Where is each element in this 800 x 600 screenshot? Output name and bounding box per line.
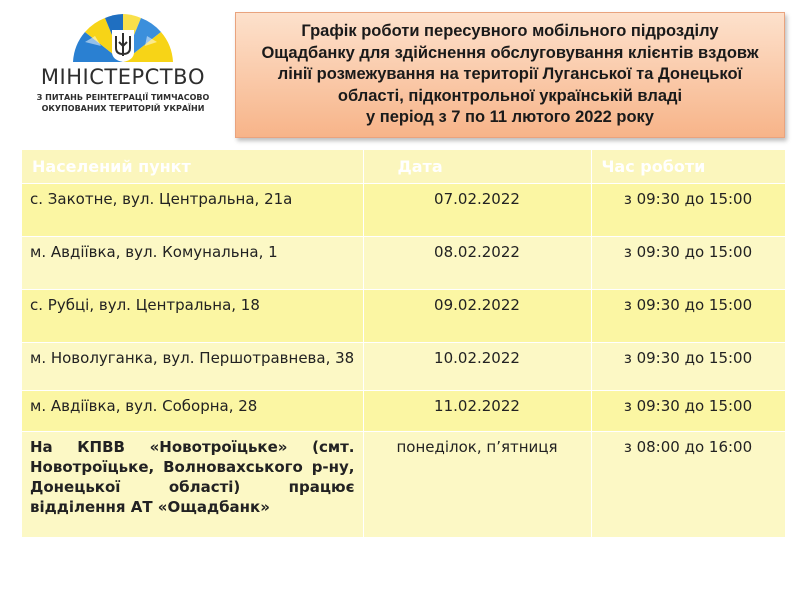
cell-date: 09.02.2022 (363, 290, 591, 343)
table-row (22, 237, 785, 290)
title-line-1: Графік роботи пересувного мобільного підрозділу (301, 22, 719, 41)
ministry-subtitle-line1: З ПИТАНЬ РЕІНТЕГРАЦІЇ ТИМЧАСОВО (36, 93, 210, 102)
header-time: Час роботи (591, 150, 785, 184)
schedule-table (22, 150, 786, 537)
cell-date: понеділок, п’ятниця (363, 432, 591, 537)
ministry-subtitle-line2: ОКУПОВАНИХ ТЕРИТОРІЙ УКРАЇНИ (41, 104, 205, 113)
cell-time: з 09:30 до 15:00 (591, 290, 785, 343)
ministry-subtitle (33, 92, 213, 114)
ministry-logo (33, 12, 213, 112)
title-line-2: Ощадбанку для здійснення обслуговування клієнтів вздовж (261, 43, 759, 62)
table-row (22, 184, 785, 237)
ministry-title: МІНІСТЕРСТВО (40, 65, 206, 89)
cell-time: з 09:30 до 15:00 (591, 343, 785, 391)
cell-date: 10.02.2022 (363, 343, 591, 391)
header-date: Дата (363, 150, 591, 184)
table-row (22, 343, 785, 391)
header-place: Населений пункт (22, 150, 363, 184)
cell-date: 11.02.2022 (363, 391, 591, 432)
cell-place: м. Авдіївка, вул. Соборна, 28 (22, 391, 363, 432)
table-row (22, 432, 785, 537)
cell-place: На КПВВ «Новотроїцьке» (смт. Новотроїцьке, Волновахського р-ну, Донецької області) працює відділення АТ «Ощадбанк» (22, 432, 363, 537)
cell-place: с. Закотне, вул. Центральна, 21а (22, 184, 363, 237)
cell-place: с. Рубці, вул. Центральна, 18 (22, 290, 363, 343)
cell-place: м. Авдіївка, вул. Комунальна, 1 (22, 237, 363, 290)
title-line-3: лінії розмежування на території Луганської та Донецької (277, 65, 743, 84)
cell-time: з 08:00 до 16:00 (591, 432, 785, 537)
table-row (22, 290, 785, 343)
schedule-title-box (235, 12, 785, 138)
cell-date: 07.02.2022 (363, 184, 591, 237)
trident-emblem-icon (65, 12, 181, 64)
table-row (22, 391, 785, 432)
table-header-row (22, 150, 785, 184)
title-line-5: у період з 7 по 11 лютого 2022 року (365, 108, 654, 127)
cell-time: з 09:30 до 15:00 (591, 391, 785, 432)
title-line-4: області, підконтрольної українській владі (337, 86, 683, 105)
cell-place: м. Новолуганка, вул. Першотравнева, 38 (22, 343, 363, 391)
cell-time: з 09:30 до 15:00 (591, 184, 785, 237)
cell-time: з 09:30 до 15:00 (591, 237, 785, 290)
cell-date: 08.02.2022 (363, 237, 591, 290)
